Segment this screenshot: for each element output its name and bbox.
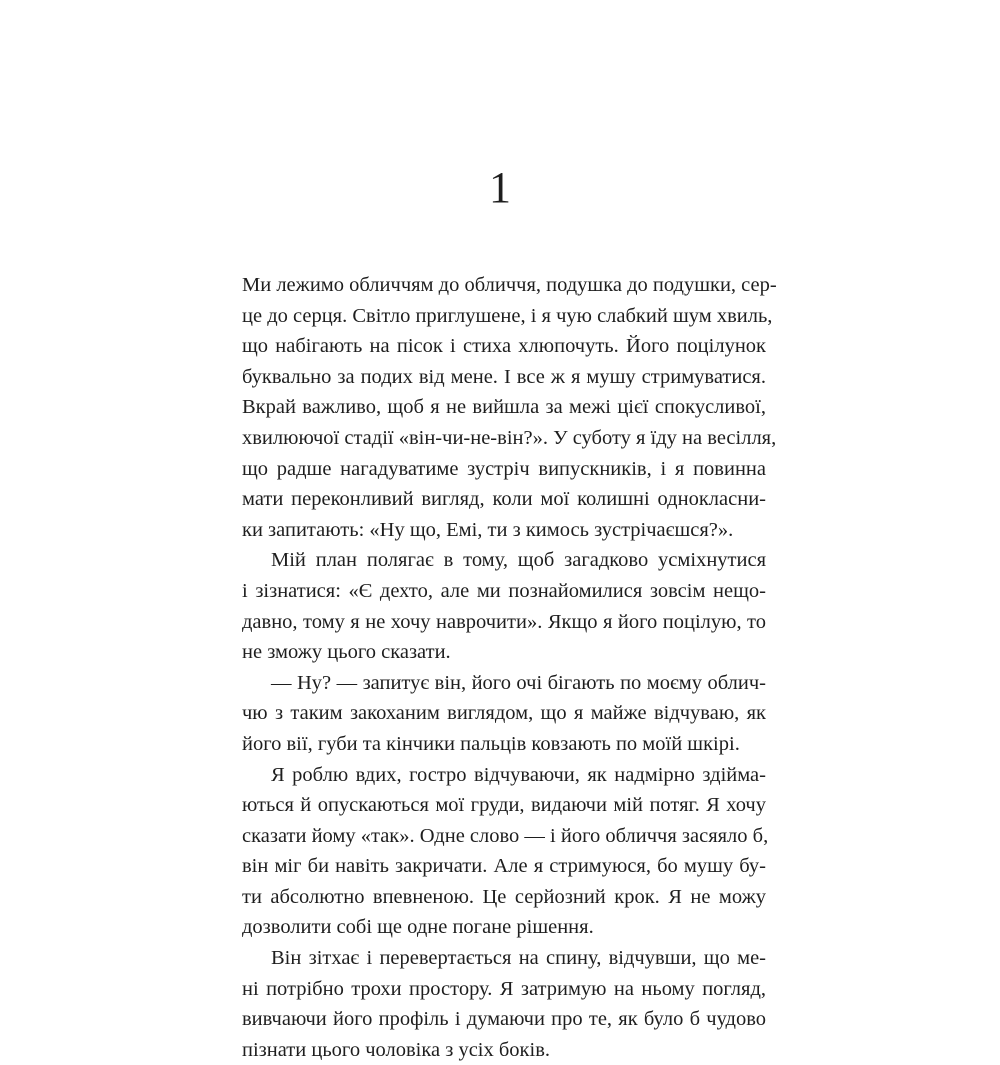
text-line: ки запитають: «Ну що, Емі, ти з кимось зустрічаєшся?». xyxy=(242,518,734,541)
text-line: ти абсолютно впевненою. Це серйозний крок. Я не можу xyxy=(242,885,766,908)
text-line: буквально за подих від мене. І все ж я мушу стримуватися. xyxy=(242,365,766,388)
text-line: дозволити собі ще одне погане рішення. xyxy=(242,916,594,939)
text-line: вивчаючи його профіль і думаючи про те, як було б чудово xyxy=(242,1008,766,1031)
paragraph-2 xyxy=(242,545,766,667)
text-line: ються й опускаються мої груди, видаючи мій потяг. Я хочу xyxy=(242,794,766,817)
text-line: давно, тому я не хочу наврочити». Якщо я його поцілую, то xyxy=(242,610,766,633)
text-line: його вії, губи та кінчики пальців ковзають по моїй шкірі. xyxy=(242,732,740,755)
paragraph-4 xyxy=(242,760,769,944)
text-line: він міг би навіть закричати. Але я стримуюся, бо мушу бу- xyxy=(242,855,766,878)
text-line: Ми лежимо обличчям до обличчя, подушка до подушки, сер- xyxy=(242,274,777,296)
text-line: Вкрай важливо, щоб я не вийшла за межі цієї спокусливої, xyxy=(242,396,766,419)
text-line: хвилюючої стадії «він-чи-не-він?». У суботу я їду на весілля, xyxy=(242,426,777,449)
text-line: Мій план полягає в тому, щоб загадково усміхнутися xyxy=(271,549,766,572)
paragraph-1 xyxy=(242,270,777,545)
text-line: ні потрібно трохи простору. Я затримую на ньому погляд, xyxy=(242,977,766,1000)
text-line: Він зітхає і перевертається на спину, відчувши, що ме- xyxy=(271,947,766,970)
text-line: мати переконливий вигляд, коли мої колишні однокласни- xyxy=(242,488,766,511)
text-line: Я роблю вдих, гостро відчуваючи, як надмірно здійма- xyxy=(271,763,766,786)
text-line: це до серця. Світло приглушене, і я чую слабкий шум хвиль, xyxy=(242,304,773,327)
paragraph-5 xyxy=(242,943,766,1065)
text-line: і зізнатися: «Є дехто, але ми познайомилися зовсім нещо- xyxy=(242,579,766,602)
text-line: — Ну? — запитує він, його очі бігають по моєму облич- xyxy=(271,671,766,694)
chapter-body xyxy=(242,270,777,1065)
text-line: що радше нагадуватиме зустріч випускників, і я повинна xyxy=(242,457,766,480)
text-line: сказати йому «так». Одне слово — і його обличчя засяяло б, xyxy=(242,824,769,847)
text-line: пізнати цього чоловіка з усіх боків. xyxy=(242,1038,551,1061)
chapter-number: 1 xyxy=(489,163,511,212)
text-line: чю з таким закоханим виглядом, що я майже відчуваю, як xyxy=(242,702,766,725)
text-line: що набігають на пісок і стиха хлюпочуть. Його поцілунок xyxy=(242,335,766,358)
text-line: не зможу цього сказати. xyxy=(242,641,451,664)
paragraph-3 xyxy=(242,668,766,760)
